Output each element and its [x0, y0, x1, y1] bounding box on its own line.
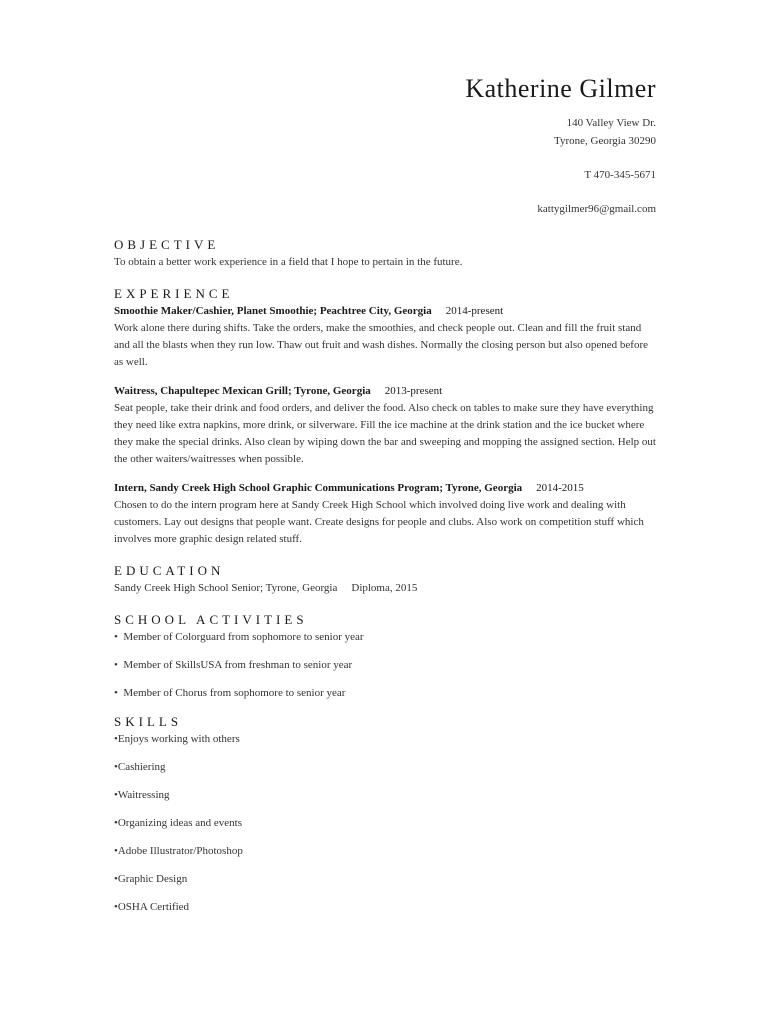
job-years: 2013-present: [384, 385, 443, 397]
list-item: • Member of Colorguard from sophomore to senior year: [114, 631, 364, 643]
education-heading: EDUCATION: [114, 563, 225, 578]
list-item: •Organizing ideas and events: [114, 817, 242, 829]
experience-heading: EXPERIENCE: [114, 286, 234, 301]
job-description: Work alone there during shifts. Take the orders, make the smoothies, and check people out. Clean and fill the fruit stand and all the blasts when they run low. Thaw out fruit and wash dishes. Normally the closing person but also opened before as well.: [114, 322, 648, 368]
job-entry: [114, 480, 659, 548]
list-item: • Member of Chorus from sophomore to senior year: [114, 687, 346, 699]
job-years: 2014-present: [445, 305, 504, 317]
address-line-1: 140 Valley View Dr.: [566, 117, 656, 129]
job-title: Waitress, Chapultepec Mexican Grill; Tyrone, Georgia: [114, 385, 371, 397]
skills-section: [114, 713, 659, 916]
job-entry: [114, 383, 659, 468]
objective-heading: OBJECTIVE: [114, 237, 220, 252]
list-item: •Enjoys working with others: [114, 733, 240, 745]
list-item: •OSHA Certified: [114, 901, 190, 913]
list-item: • Member of SkillsUSA from freshman to senior year: [114, 659, 353, 671]
activities-heading: SCHOOL ACTIVITIES: [114, 612, 308, 627]
job-title: Smoothie Maker/Cashier, Planet Smoothie; Peachtree City, Georgia: [114, 305, 432, 317]
address-line-2: Tyrone, Georgia 30290: [554, 135, 656, 147]
list-item: •Waitressing: [114, 789, 170, 801]
resume-body: [114, 236, 659, 930]
school-name: Sandy Creek High School Senior; Tyrone, Georgia: [114, 582, 338, 594]
diploma-detail: Diploma, 2015: [351, 582, 418, 594]
experience-section: [114, 285, 659, 548]
education-section: [114, 562, 659, 597]
phone-number: T 470-345-5671: [584, 169, 656, 181]
objective-text: To obtain a better work experience in a field that I hope to pertain in the future.: [114, 256, 463, 268]
contact-header: [465, 74, 656, 218]
job-years: 2014-2015: [536, 482, 584, 494]
applicant-name: Katherine Gilmer: [465, 74, 656, 103]
job-entry: [114, 303, 659, 371]
list-item: •Cashiering: [114, 761, 166, 773]
job-title: Intern, Sandy Creek High School Graphic Communications Program; Tyrone, Georgia: [114, 482, 523, 494]
list-item: •Adobe Illustrator/Photoshop: [114, 845, 243, 857]
job-description: Seat people, take their drink and food orders, and deliver the food. Also check on tables to make sure they have everything they need like extra napkins, more drink, or silverware. Fill the ice machine at the drink station and the ice bucket where they make the special drinks. Also clean by wiping down the bar and sweeping and mopping the assigned section. Help out the other waiters/waitresses when possible.: [114, 402, 656, 465]
activities-section: [114, 611, 659, 702]
email-address: kattygilmer96@gmail.com: [537, 203, 656, 215]
objective-section: [114, 236, 659, 271]
skills-heading: SKILLS: [114, 714, 183, 729]
list-item: •Graphic Design: [114, 873, 188, 885]
job-description: Chosen to do the intern program here at Sandy Creek High School which involved doing live work and dealing with customers. Lay out designs that people want. Create designs for people and clubs. Also work on competition stuff which involves more graphic design related stuff.: [114, 499, 644, 545]
